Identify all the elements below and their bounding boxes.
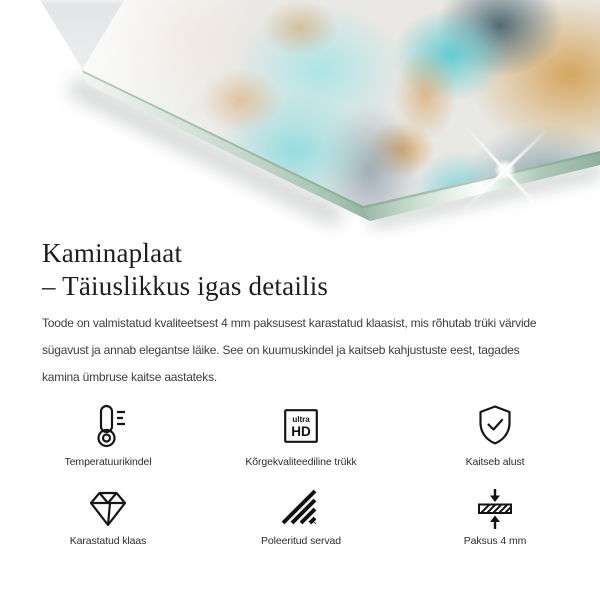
- description-line: Toode on valmistatud kvaliteetsest 4 mm paksusest karastatud klaasist, mis rõhutab trüki värvide: [42, 316, 537, 330]
- feature-thickness: [395, 489, 595, 547]
- feature-print-quality: [201, 402, 401, 468]
- title-line-1: Kaminaplaat: [42, 238, 183, 268]
- feature-temperature: [8, 402, 208, 468]
- description-line: kamina ümbruse kaitse aastateks.: [42, 370, 218, 384]
- feature-label: Paksus 4 mm: [463, 535, 527, 547]
- page-title: [42, 237, 328, 303]
- polished-edges-icon: [279, 487, 323, 531]
- feature-label: Poleeritud servad: [260, 535, 341, 547]
- feature-label: Karastatud klaas: [69, 535, 147, 547]
- svg-text:HD: HD: [291, 424, 311, 439]
- feature-label: Kaitseb alust: [465, 456, 525, 468]
- product-description: [42, 310, 536, 391]
- product-photo: [0, 0, 600, 232]
- description-line: sügavust ja annab elegantse läike. See on kuumuskindel ja kaitseb kahjustuste eest, tagades: [42, 343, 520, 357]
- diamond-icon: [86, 489, 130, 529]
- thermometer-icon: [85, 403, 131, 449]
- feature-label: Kõrgekvaliteediline trükk: [245, 456, 357, 468]
- title-line-2: – Täiuslikkus igas detailis: [42, 271, 329, 301]
- shield-check-icon: [472, 403, 518, 449]
- ultra-hd-icon: [282, 407, 320, 445]
- feature-protects-base: [395, 402, 595, 468]
- feature-polished-edges: [201, 489, 401, 547]
- feature-label: Temperatuurikindel: [64, 456, 152, 468]
- compressed-thickness-icon: [475, 486, 515, 532]
- feature-tempered-glass: [8, 489, 208, 547]
- svg-text:ultra: ultra: [292, 415, 310, 424]
